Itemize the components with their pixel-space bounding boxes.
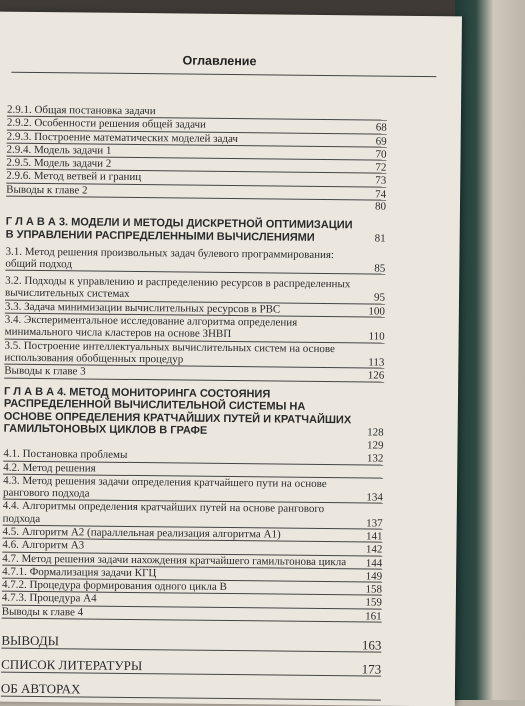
- header-rule: [11, 72, 436, 77]
- toc-entry-page: 158: [358, 584, 382, 597]
- toc-entry-page: 137: [359, 517, 383, 530]
- toc-entry-title: 2.9.5. Модель задачи 2: [6, 157, 386, 174]
- toc-entry-page: 149: [358, 570, 382, 583]
- toc-entry-title: 2.9.6. Метод ветвей и границ: [6, 170, 386, 187]
- toc-entry: [6, 197, 386, 213]
- chapter-title: Г Л А В А 4. МЕТОД МОНИТОРИНГА СОСТОЯНИЯ РАСПРЕДЕЛЕННОЙ ВЫЧИСЛИТЕЛЬНОЙ СИСТЕМЫ НА ОСНОВЕ ОПРЕДЕЛЕНИЯ КРАТЧАЙШИХ ПУТЕЙ И КРАТЧАЙШИХ ГАМИЛЬТОНОВЫХ ЦИКЛОВ В ГРАФЕ: [4, 385, 385, 439]
- toc-entry-page: 80: [362, 200, 386, 213]
- toc-entry-title: 4.5. Алгоритм А2 (параллельная реализация алгоритма А1): [2, 526, 382, 543]
- toc-entry-title: 3.1. Метод решения произвольных задач булевого программирования: общий подход: [5, 245, 385, 275]
- toc-entry: [4, 339, 384, 369]
- toc-entry-title: 4.1. Постановка проблемы: [3, 448, 383, 465]
- toc-entry-title: 2.9.4. Модель задачи 1: [6, 144, 386, 161]
- toc-entry-page: 126: [360, 370, 384, 383]
- toc-entry: [1, 681, 381, 701]
- book-cover-edge: [455, 0, 525, 700]
- toc-entry-title: [6, 209, 386, 213]
- toc-entry-title: СПИСОК ЛИТЕРАТУРЫ: [1, 657, 381, 677]
- chapter-page: 81: [362, 232, 386, 245]
- toc-entry: [2, 605, 382, 622]
- toc-entry-title: 4.6. Алгоритм А3: [2, 539, 382, 556]
- toc-entry-title: Выводы к главе 4: [2, 605, 382, 622]
- toc-entry-title: 2.9.3. Построение математических моделей задач: [7, 130, 387, 147]
- toc-entry-page: 95: [361, 292, 385, 305]
- toc-entry-page: 132: [359, 453, 383, 466]
- toc-entry-page: 110: [361, 331, 385, 344]
- toc-entry-title: 4.7.3. Процедура А4: [2, 592, 382, 609]
- toc-entry-page: 159: [358, 597, 382, 610]
- toc-entry: [3, 474, 383, 504]
- toc-entry-title: ОБ АВТОРАХ: [1, 681, 381, 701]
- toc-entry: [1, 633, 381, 653]
- chapter-heading: [6, 216, 386, 245]
- toc-entry-page: 85: [361, 262, 385, 275]
- toc-entry-page: 69: [363, 135, 387, 148]
- toc-entry-title: 4.7.1. Формализация задачи КГЦ: [2, 566, 382, 583]
- toc-entry: [5, 275, 385, 305]
- toc-entry-page: 68: [363, 122, 387, 135]
- toc-entry-title: 4.3. Метод решения задачи определения кратчайшего пути на основе рангового подхода: [3, 474, 383, 504]
- toc-entry-page: 161: [358, 610, 382, 623]
- toc-entry-page: 73: [362, 175, 386, 188]
- toc-entry-title: ВЫВОДЫ: [1, 633, 381, 653]
- toc-entry-page: 163: [357, 637, 381, 652]
- toc-entry-title: 4.2. Метод решения: [3, 461, 383, 478]
- toc-entry-title: 3.2. Подходы к управлению и распределению ресурсов в распределенных вычислительных системах: [5, 275, 385, 305]
- book-page: [0, 12, 462, 706]
- toc-entry-title: 2.9.1. Общая постановка задачи: [7, 104, 387, 121]
- toc-entry-page: 141: [358, 530, 382, 543]
- toc-entry-page: 144: [358, 557, 382, 570]
- toc-entry-page: 72: [362, 162, 386, 175]
- toc-entry: [5, 245, 385, 275]
- chapter-page: 128: [360, 427, 384, 440]
- page-title: Оглавление: [0, 52, 440, 71]
- toc-entry-title: 3.3. Задача минимизации вычислительных ресурсов в РВС: [5, 300, 385, 317]
- toc-entry: [5, 314, 385, 344]
- toc-entry-page: 134: [359, 491, 383, 504]
- toc-entry-title: 4.4. Алгоритмы определения кратчайших путей на основе рангового подхода: [3, 500, 383, 530]
- toc-entry-title: Выводы к главе 2: [6, 183, 386, 200]
- toc-entry-title: 4.7.2. Процедура формирования одного цикла B: [2, 579, 382, 596]
- toc-entry-page: 129: [359, 439, 383, 452]
- toc-entry-page: 113: [360, 356, 384, 369]
- toc-entry-page: 70: [362, 148, 386, 161]
- chapter-heading: [4, 385, 385, 439]
- toc-entry-title: 3.5. Построение интеллектуальных вычислительных систем на основе использования обобщенных процедур: [4, 339, 384, 369]
- toc-entry-page: 173: [357, 661, 381, 676]
- toc-entry: [3, 500, 383, 530]
- toc-entry: [1, 657, 381, 677]
- toc-entry-title: Выводы к главе 3: [4, 365, 384, 382]
- toc-entry-page: 142: [358, 544, 382, 557]
- toc-entry: [4, 365, 384, 382]
- toc-entry-page: 100: [361, 305, 385, 318]
- toc-entry-page: 74: [362, 188, 386, 201]
- toc-entry-title: 2.9.2. Особенности решения общей задачи: [7, 117, 387, 134]
- chapter-title: Г Л А В А 3. МОДЕЛИ И МЕТОДЫ ДИСКРЕТНОЙ ОПТИМИЗАЦИИ В УПРАВЛЕНИИ РАСПРЕДЕЛЕННЫМИ ВЫЧИСЛЕНИЯМИ: [6, 216, 386, 245]
- toc-entry-title: 4.7. Метод решения задачи нахождения кратчайшего гамильтонова цикла: [2, 552, 382, 569]
- table-of-contents: [1, 104, 387, 701]
- toc-entry-title: 3.4. Экспериментальное исследование алгоритма определения минимального числа кластеров на основе ЗНВП: [5, 314, 385, 344]
